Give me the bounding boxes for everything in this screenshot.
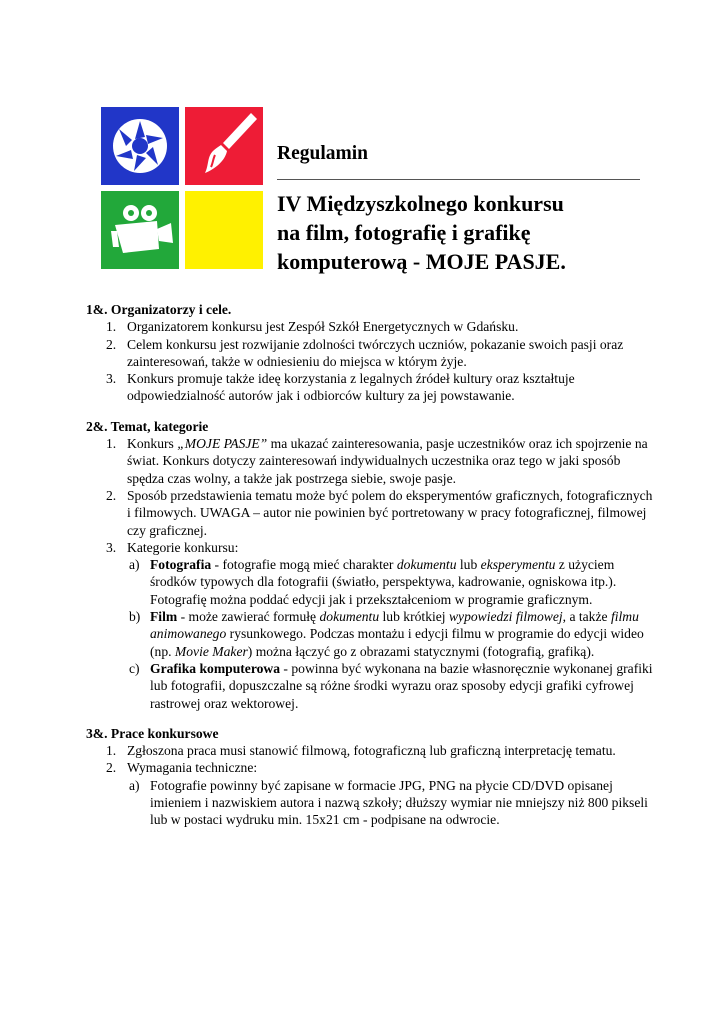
sub-list-item [86, 660, 656, 712]
list-item [86, 370, 656, 405]
list-number: 2. [106, 336, 117, 352]
list-text: Organizatorem konkursu jest Zespół Szkół Energetycznych w Gdańsku. [127, 319, 519, 335]
text: - może zawierać formułę [177, 609, 320, 625]
list-text: Kategorie konkursu: [127, 539, 239, 555]
list-number: 1. [106, 436, 117, 452]
text: eksperymentu [480, 557, 556, 573]
section-heading: 3&. Prace konkursowe [86, 725, 219, 741]
text: rysunkowego. Podczas montażu i edycji filmu w programie do edycji wideo (np. [150, 626, 644, 659]
list-text: Celem konkursu jest rozwijanie zdolności twórczych uczniów, pokazanie swoich pasji oraz zainteresowań, także w odniesieniu do miejsca w którym żyje. [127, 336, 624, 369]
sub-list-item [86, 777, 656, 829]
text: Fotografia [150, 557, 212, 573]
list-number: 2. [106, 487, 117, 503]
list-item [86, 742, 656, 759]
page-subtitle: Regulamin [277, 143, 369, 164]
text: , a także [562, 609, 611, 625]
list-letter: b) [129, 609, 141, 625]
page-title [277, 189, 677, 276]
title-line: komputerową - MOJE PASJE. [277, 249, 566, 274]
title-line: IV Międzyszkolnego konkursu [277, 191, 564, 216]
list-item [86, 487, 656, 539]
yellow-square [185, 191, 263, 269]
title-line: na film, fotografię i grafikę [277, 220, 531, 245]
list-letter: a) [129, 777, 140, 793]
list-number: 1. [106, 743, 117, 759]
document-body [86, 301, 656, 829]
text: filmu animowanego [150, 609, 639, 642]
list-number: 2. [106, 760, 117, 776]
list-text: Zgłoszona praca musi stanowić filmową, fotograficzną lub graficzną interpretację tematu. [127, 743, 616, 759]
sub-list-item [86, 556, 656, 608]
text: dokumentu [319, 609, 380, 625]
list-text: Wymagania techniczne: [127, 760, 258, 776]
list-text: Sposób przedstawienia tematu może być polem do eksperymentów graficznych, fotograficznych i filmowych. UWAGA – autor nie powinien być portretowany w pracy fotograficznej, filmowej czy graficznej. [127, 487, 653, 538]
section-heading: 2&. Temat, kategorie [86, 418, 209, 434]
sub-list [86, 556, 656, 712]
title-divider [277, 179, 640, 180]
list-item [86, 435, 656, 487]
list-text: Konkurs promuje także ideę korzystania z legalnych źródeł kultury oraz kształtuje odpowiedzialność autorów jak i odbiorców kultury za jej powstawanie. [127, 371, 575, 404]
list-item [86, 539, 656, 712]
text: „MOJE PASJE” [177, 436, 268, 452]
text: ) można łączyć go z obrazami statycznymi (fotografią, grafiką). [247, 643, 595, 659]
text: Movie Maker [174, 643, 248, 659]
paintbrush-icon [185, 107, 263, 185]
list-item [86, 336, 656, 371]
text: ma ukazać zainteresowania, pasje uczestników oraz ich spojrzenie na świat. Konkurs dotyczy zainteresowań indywidualnych uczestnika oraz tego w jaki sposób spędza czas wolny, a także jak postrzega siebie, swoje pasje. [127, 436, 648, 486]
text: Konkurs [127, 436, 178, 452]
aperture-icon [101, 107, 179, 185]
sub-list-item [86, 608, 656, 660]
list-number: 3. [106, 539, 117, 555]
list-item [86, 759, 656, 828]
list-number: 1. [106, 319, 117, 335]
list-item [86, 318, 656, 335]
text: Grafika komputerowa [150, 660, 281, 676]
section-list [86, 435, 656, 712]
section-heading: 1&. Organizatorzy i cele. [86, 302, 232, 317]
text: - fotografie mogą mieć charakter [211, 557, 397, 573]
text: lub [456, 557, 481, 573]
text: dokumentu [396, 557, 457, 573]
film-camera-icon [101, 191, 179, 269]
text: Film [150, 609, 178, 625]
text: z użyciem środków typowych dla fotografii (światło, perspektywa, kadrowanie, ogniskowa itp.). Fotografię można poddać edycji jak i przekształceniom w programie graficznym. [150, 557, 617, 607]
list-text: Fotografie powinny być zapisane w formacie JPG, PNG na płycie CD/DVD opisanej imieniem i nazwiskiem autora i nazwą szkoły; dłuższy wymiar nie mniejszy niż 800 pikseli lub w postaci wydruku min. 15x21 cm - podpisane na odwrocie. [150, 777, 648, 828]
list-number: 3. [106, 371, 117, 387]
section-list [86, 318, 656, 404]
section-list [86, 742, 656, 828]
text: - powinna być wykonana na bazie własnoręcznie wykonanej grafiki lub fotografii, dopuszczalne są różne środki wyrazu oraz sposoby edycji grafiki cyfrowej rastrowej oraz wektorowej. [150, 660, 653, 711]
sub-list [86, 777, 656, 829]
list-letter: a) [129, 557, 140, 573]
text: lub krótkiej [379, 609, 449, 625]
text: wypowiedzi filmowej [448, 609, 563, 625]
list-letter: c) [129, 660, 140, 676]
contest-logo [101, 107, 263, 269]
